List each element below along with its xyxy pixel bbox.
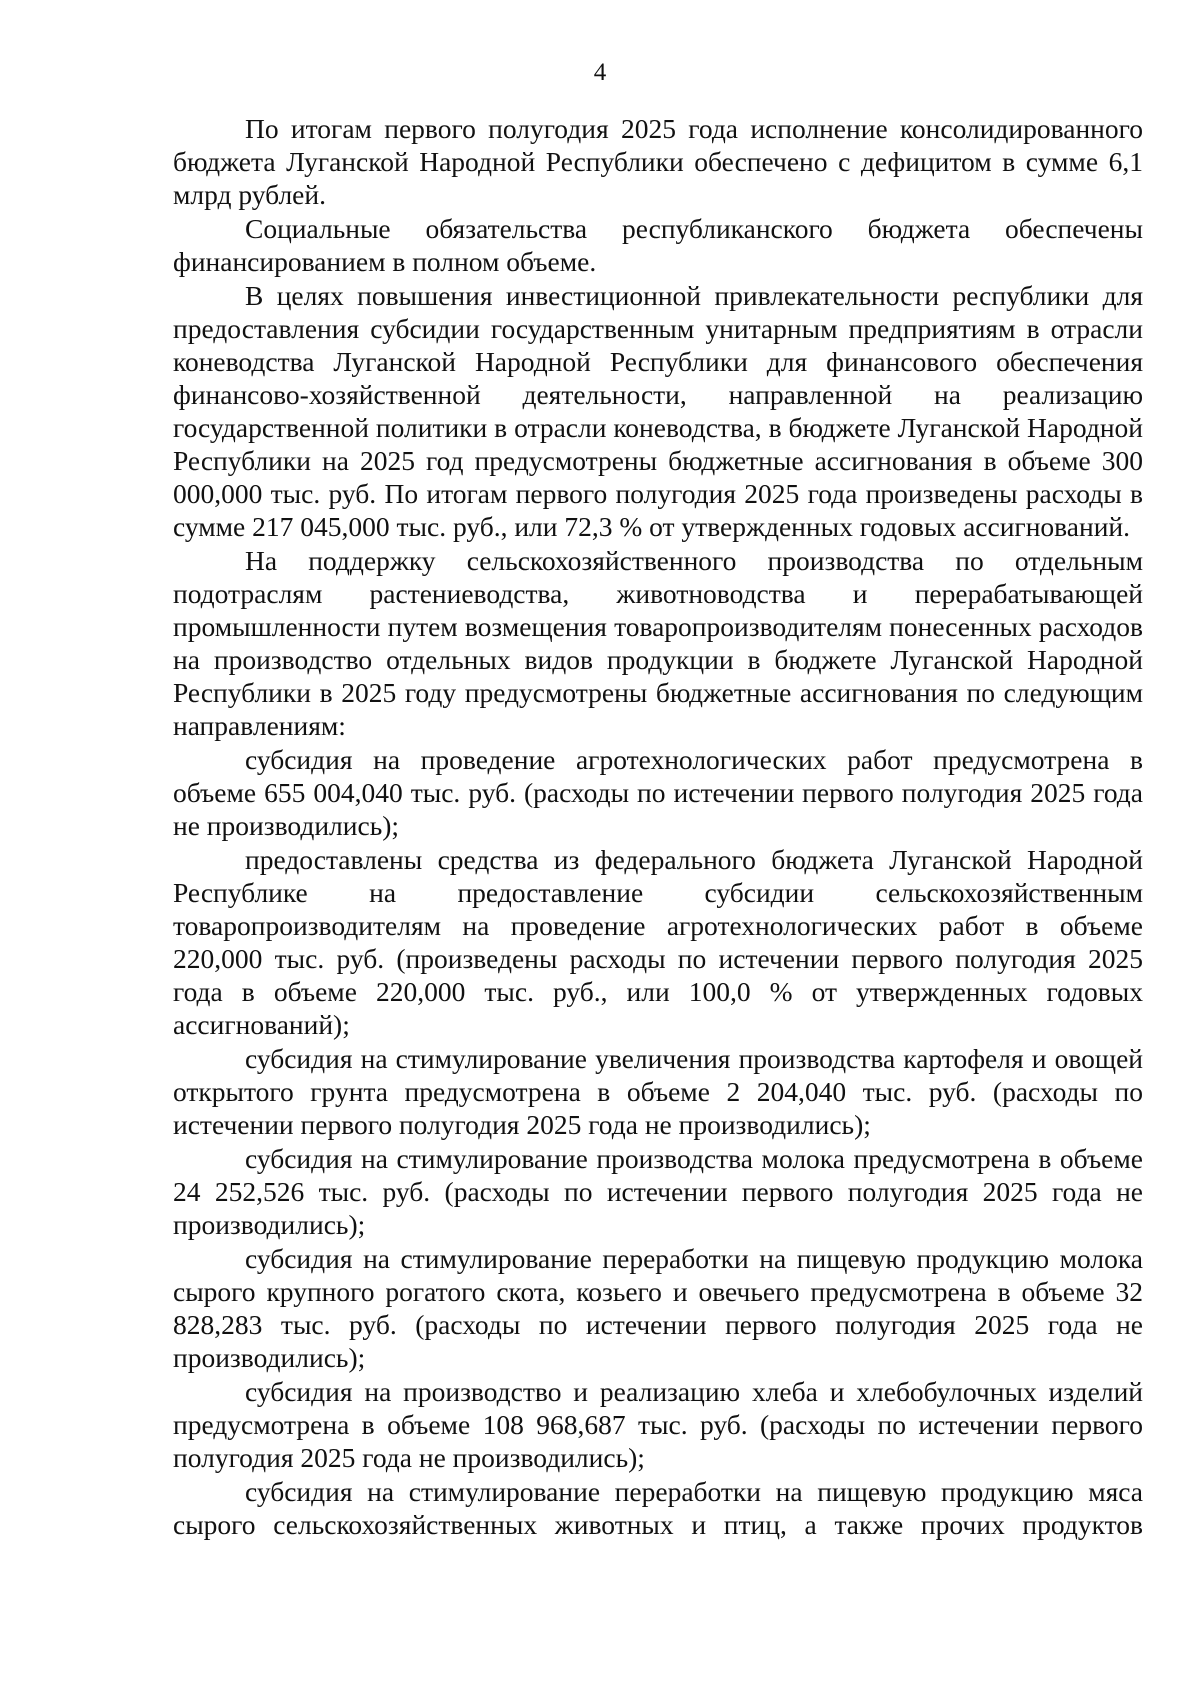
list-item-milk-production: субсидия на стимулирование производства молока предусмотрена в объеме 24 252,526 тыс. руб. (расходы по истечении первого полугодия 2025 года не производились);	[173, 1143, 1143, 1240]
list-item-potatoes-vegetables: субсидия на стимулирование увеличения производства картофеля и овощей открытого грунта предусмотрена в объеме 2 204,040 тыс. руб. (расходы по истечении первого полугодия 2025 года не производились);	[173, 1043, 1143, 1140]
paragraph-budget-deficit: По итогам первого полугодия 2025 года исполнение консолидированного бюджета Луганской Народной Республики обеспечено с дефицитом в сумме 6,1 млрд рублей.	[173, 113, 1143, 210]
list-item-meat-processing: субсидия на стимулирование переработки на пищевую продукцию мяса сырого сельскохозяйственных животных и птиц, а также прочих продуктов	[173, 1476, 1143, 1540]
document-body	[173, 112, 1143, 1542]
paragraph-agriculture-support: На поддержку сельскохозяйственного производства по отдельным подотраслям растениеводства, животноводства и перерабатывающей промышленности путем возмещения товаропроизводителям понесенных расходов на производство отдельных видов продукции в бюджете Луганской Народной Республики в 2025 году предусмотрены бюджетные ассигнования по следующим направлениям:	[173, 545, 1143, 741]
list-item-bread-production: субсидия на производство и реализацию хлеба и хлебобулочных изделий предусмотрена в объеме 108 968,687 тыс. руб. (расходы по истечении первого полугодия 2025 года не производились);	[173, 1376, 1143, 1473]
paragraph-social-obligations: Социальные обязательства республиканского бюджета обеспечены финансированием в полном объеме.	[173, 213, 1143, 277]
list-item-federal-funds: предоставлены средства из федерального бюджета Луганской Народной Республике на предоставление субсидии сельскохозяйственным товаропроизводителям на проведение агротехнологических работ в объеме 220,000 тыс. руб. (произведены расходы по истечении первого полугодия 2025 года в объеме 220,000 тыс. руб., или 100,0 % от утвержденных годовых ассигнований);	[173, 844, 1143, 1040]
list-item-milk-processing: субсидия на стимулирование переработки на пищевую продукцию молока сырого крупного рогатого скота, козьего и овечьего предусмотрена в объеме 32 828,283 тыс. руб. (расходы по истечении первого полугодия 2025 года не производились);	[173, 1243, 1143, 1373]
paragraph-horse-breeding-subsidy: В целях повышения инвестиционной привлекательности республики для предоставления субсидии государственным унитарным предприятиям в отрасли коневодства Луганской Народной Республики для финансового обеспечения финансово-хозяйственной деятельности, направленной на реализацию государственной политики в отрасли коневодства, в бюджете Луганской Народной Республики на 2025 год предусмотрены бюджетные ассигнования в объеме 300 000,000 тыс. руб. По итогам первого полугодия 2025 года произведены расходы в сумме 217 045,000 тыс. руб., или 72,3 % от утвержденных годовых ассигнований.	[173, 280, 1143, 542]
page-number: 4	[593, 59, 607, 86]
list-item-agrotechnical-works: субсидия на проведение агротехнологических работ предусмотрена в объеме 655 004,040 тыс. руб. (расходы по истечении первого полугодия 2025 года не производились);	[173, 744, 1143, 841]
